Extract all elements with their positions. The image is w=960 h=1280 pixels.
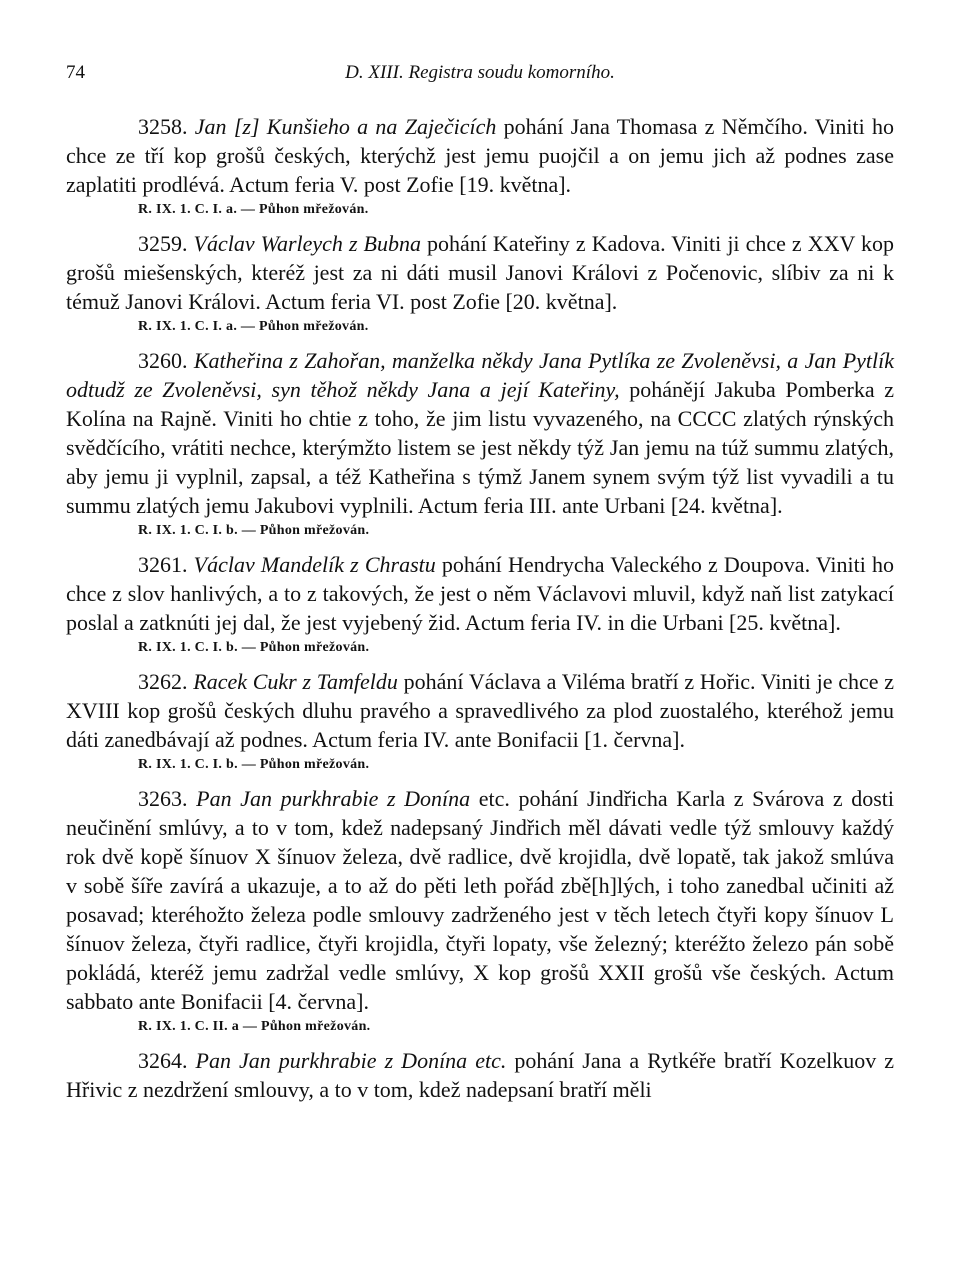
entry-paragraph [66, 346, 894, 520]
entry-paragraph [66, 1046, 894, 1104]
entry-paragraph [66, 550, 894, 637]
entry-text: pohání Jana Thomasa z Němčího. Viniti ho chce ze tří kop grošů českých, kterýchž jest jemu puojčil a on jemu jich až podnes zase zaplatiti prodlévá. Actum feria V. post Zofie [19. května]. [66, 114, 894, 197]
entry-parties: Václav Warleych z Bubna [193, 231, 421, 256]
source-note: R. IX. 1. C. I. b. — Půhon mřežován. [138, 757, 370, 772]
entry-parties: Pan Jan purkhrabie z Donína [196, 786, 471, 811]
entry-3264 [66, 1046, 894, 1104]
entry-number: 3261. [138, 552, 188, 577]
source-note: R. IX. 1. C. I. a. — Půhon mřežován. [138, 319, 369, 334]
entry-3258 [66, 112, 894, 221]
entry-paragraph [66, 667, 894, 754]
entry-parties: Katheřina z Zahořan, manželka někdy Jana Pytlíka ze Zvoleněvsi, a Jan Pytlík odtudž ze Zvoleněvsi, syn těhož někdy Jana a její Kateřiny, [66, 348, 895, 402]
source-note: R. IX. 1. C. I. a. — Půhon mřežován. [138, 202, 369, 217]
entry-number: 3264. [138, 1048, 188, 1073]
entry-number: 3262. [138, 669, 188, 694]
entry-number: 3260. [138, 348, 188, 373]
entry-paragraph [66, 229, 894, 316]
entry-3260 [66, 346, 894, 542]
entry-text: pohánějí Jakuba Pomberka z Kolína na Rajně. Viniti ho chtie z toho, že jim listu vyvazeného, na CCCC zlatých rýnských svědčícího, vrátiti nechce, kterýmžto listem se jest někdy týž Jan jemu na túž summu zlatých, aby jemu ji vyplnil, zapsal, a též Katheřina s týmž Janem synem svým týž list vyvadili a tu summu zlatých jemu Jakubovi vyplnili. Actum feria III. ante Urbani [24. května]. [66, 377, 895, 518]
entry-text: pohání Václava a Viléma bratří z Hořic. Viniti je chce z XVIII kop grošů českých dluhu pravého a spravedlivého za plod zuostalého, kteréhož jemu dáti zanedbávají až podnes. Actum feria IV. ante Bonifacii [1. června]. [66, 669, 895, 752]
entry-number: 3263. [138, 786, 188, 811]
entry-number: 3258. [138, 114, 188, 139]
entry-number: 3259. [138, 231, 188, 256]
entry-3259 [66, 229, 894, 338]
entry-text: pohání Kateřiny z Kadova. Viniti ji chce z XXV kop grošů miešenských, kteréž jest za ni dáti musil Janovi Královi z Počenovic, slíbiv za ni k témuž Janovi Královi. Actum feria VI. post Zofie [20. května]. [66, 231, 894, 314]
entry-text: pohání Jana a Rytkéře bratří Kozelkuov z Hřivic z nezdržení smlouvy, a to v tom, kdež nadepsaní bratří měli [66, 1048, 894, 1102]
entry-paragraph [66, 784, 894, 1016]
page-number: 74 [66, 62, 85, 83]
entry-text: pohání Hendrycha Valeckého z Doupova. Viniti ho chce z slov hanlivých, a to z takových, že jest o něm Václavovi mluvil, když naň list zatykací poslal a zatknúti jej dal, že jest vyjebený žid. Actum feria IV. in die Urbani [25. května]. [66, 552, 894, 635]
entry-paragraph [66, 112, 894, 199]
entry-3262 [66, 667, 894, 776]
entry-parties: Pan Jan purkhrabie z Donína etc. [195, 1048, 507, 1073]
entry-3261 [66, 550, 894, 659]
source-note: R. IX. 1. C. II. a — Půhon mřežován. [138, 1019, 371, 1034]
entry-parties: Jan [z] Kunšieho a na Zaječicích [194, 114, 497, 139]
entry-3263 [66, 784, 894, 1038]
running-title: D. XIII. Registra soudu komorního. [345, 62, 615, 83]
source-note: R. IX. 1. C. I. b. — Půhon mřežován. [138, 523, 370, 538]
entry-parties: Václav Mandelík z Chrastu [193, 552, 436, 577]
entry-text: etc. pohání Jindřicha Karla z Svárova z dosti neučinění smlúvy, a to v tom, kdež nadepsaný Jindřich měl dávati vedle týž smlouvy každý rok dvě kopě šínuov X šínuov železa, dvě radlice, dvě krojidla, dvě lopatě, tak jakož smlúva v sobě šíře zavírá a ukazuje, a to až do pěti leth pořád zbě[h]lých, i toho zanedbal učiniti až posavad; kteréhožto železa podle smlouvy zadrženého jest v těch letech čtyři kopy šínuov L šínuov železa, čtyři radlice, čtyři krojidla, čtyři lopaty, vše železný; kteréžto železo pán sobě pokládá, kteréž jemu zadržal vedle smlúvy, X kop grošů XXII grošů vše českých. Actum sabbato ante Bonifacii [4. června]. [66, 786, 895, 1014]
page-body [66, 112, 894, 1104]
entry-parties: Racek Cukr z Tamfeldu [193, 669, 398, 694]
source-note: R. IX. 1. C. I. b. — Půhon mřežován. [138, 640, 370, 655]
page-header [66, 62, 894, 88]
